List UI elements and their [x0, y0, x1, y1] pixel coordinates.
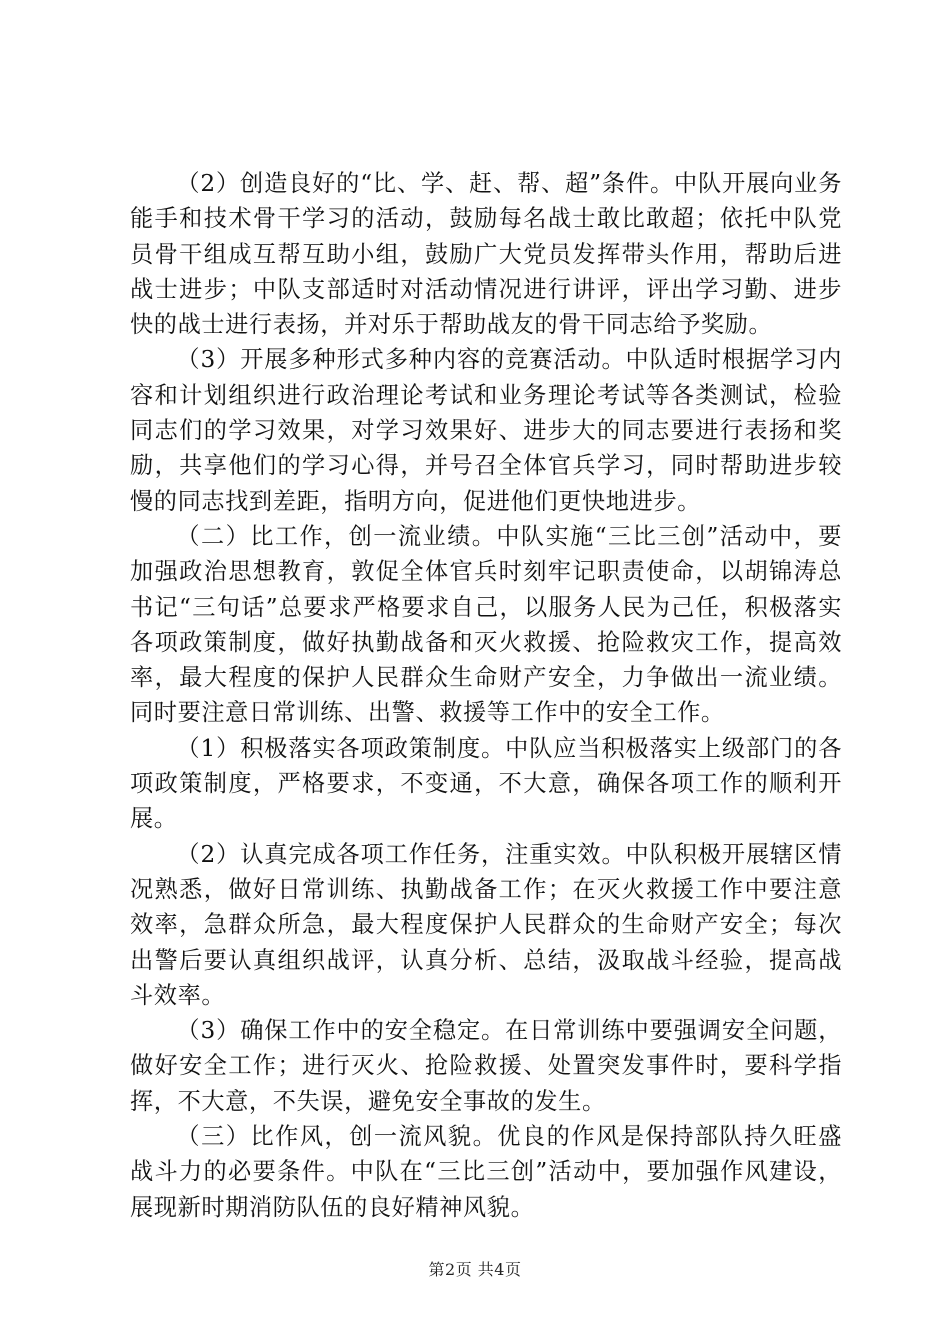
page-number-footer: 第2页 共4页	[428, 1260, 522, 1279]
paragraph: （3）确保工作中的安全稳定。在日常训练中要强调安全问题，做好安全工作；进行灭火、抢险救援、处置突发事件时，要科学指挥，不大意，不失误，避免安全事故的发生。	[130, 1017, 842, 1115]
paragraph: （1）积极落实各项政策制度。中队应当积极落实上级部门的各项政策制度，严格要求，不变通，不大意，确保各项工作的顺利开展。	[130, 734, 842, 833]
document-body	[130, 166, 842, 1225]
paragraph: （二）比工作，创一流业绩。中队实施“三比三创”活动中，要加强政治思想教育，敦促全体官兵时刻牢记职责使命，以胡锦涛总书记“三句话”总要求严格要求自己，以服务人民为己任，积极落实各项政策制度，做好执勤战备和灭火救援、抢险救灾工作，提高效率，最大程度的保护人民群众生命财产安全，力争做出一流业绩。同时要注意日常训练、出警、救援等工作中的安全工作。	[130, 522, 842, 727]
paragraph: （2）创造良好的“比、学、赶、帮、超”条件。中队开展向业务能手和技术骨干学习的活动，鼓励每名战士敢比敢超；依托中队党员骨干组成互帮互助小组，鼓励广大党员发挥带头作用，帮助后进战士进步；中队支部适时对活动情况进行讲评，评出学习勤、进步快的战士进行表扬，并对乐于帮助战友的骨干同志给予奖励。	[130, 170, 842, 339]
paragraph: （2）认真完成各项工作任务，注重实效。中队积极开展辖区情况熟悉，做好日常训练、执勤战备工作；在灭火救援工作中要注意效率，急群众所急，最大程度保护人民群众的生命财产安全；每次出警后要认真组织战评，认真分析、总结，汲取战斗经验，提高战斗效率。	[130, 840, 842, 1009]
paragraph: （3）开展多种形式多种内容的竞赛活动。中队适时根据学习内容和计划组织进行政治理论考试和业务理论考试等各类测试，检验同志们的学习效果，对学习效果好、进步大的同志要进行表扬和奖励，共享他们的学习心得，并号召全体官兵学习，同时帮助进步较慢的同志找到差距，指明方向，促进他们更快地进步。	[130, 346, 842, 515]
paragraph: （三）比作风，创一流风貌。优良的作风是保持部队持久旺盛战斗力的必要条件。中队在“三比三创”活动中，要加强作风建设，展现新时期消防队伍的良好精神风貌。	[130, 1123, 842, 1221]
